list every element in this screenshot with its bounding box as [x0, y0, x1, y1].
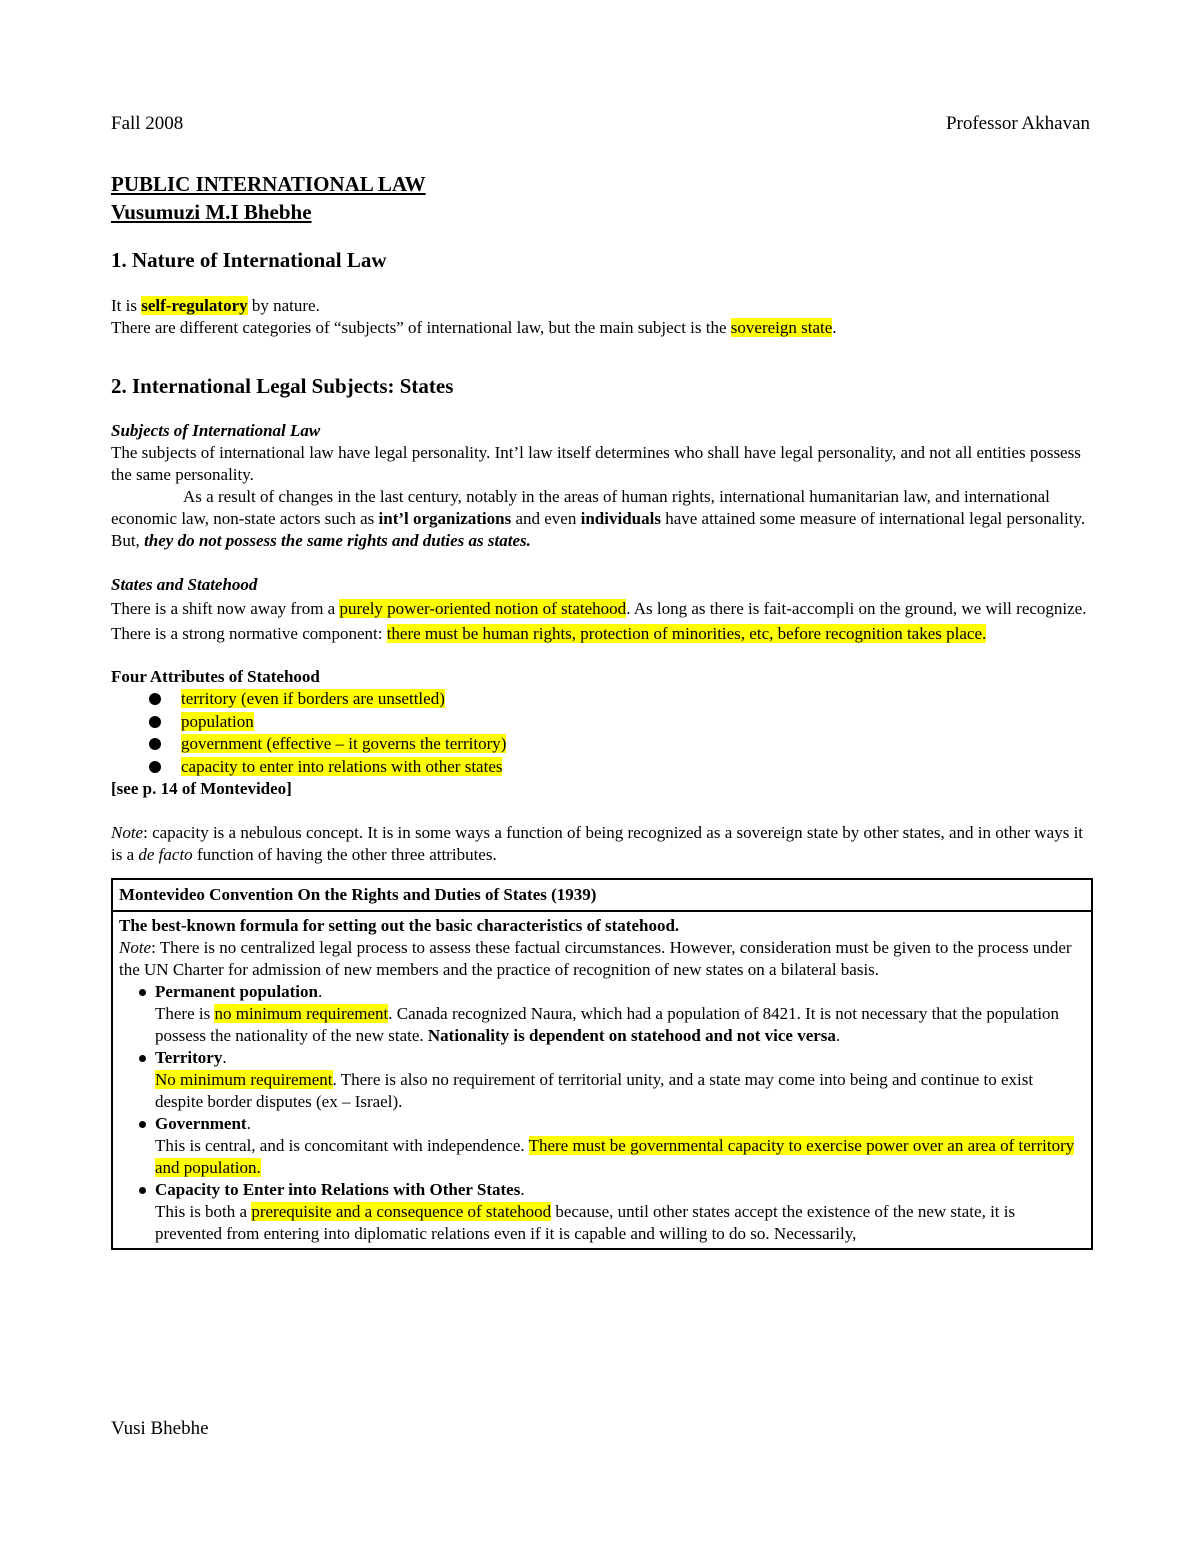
box-body: [113, 912, 1091, 1248]
bullet-icon: [139, 989, 146, 996]
statehood-paragraph: There is a shift now away from a purely power-oriented notion of statehood. As long as there is fait-accompli on the ground, we will recognize. There is a strong normative component: there must be human rights, protection of minorities, etc, before recognition takes place.: [111, 599, 1087, 643]
criterion-title: Government.: [155, 1113, 1085, 1135]
capacity-note: Note: capacity is a nebulous concept. It is in some ways a function of being recognized as a sovereign state by other states, and in other ways it is a de facto function of having the other three attributes.: [111, 823, 1084, 864]
section-2-heading: 2. International Legal Subjects: States: [111, 374, 454, 398]
subheading-subjects: Subjects of International Law: [111, 421, 321, 440]
highlight: purely power-oriented notion of statehood: [339, 599, 627, 618]
criterion-title: Permanent population.: [155, 981, 1085, 1003]
criterion-title: Capacity to Enter into Relations with Other States.: [155, 1179, 1085, 1201]
section-1-heading: 1. Nature of International Law: [111, 248, 387, 272]
bullet-icon: [139, 1055, 146, 1062]
criterion-capacity: [119, 1179, 1085, 1245]
subjects-paragraph-1: The subjects of international law have legal personality. Int’l law itself determines who shall have legal personality, and not all entities possess the same personality.: [111, 443, 1081, 484]
highlight: no minimum requirement: [214, 1004, 389, 1023]
bullet-icon: [149, 761, 161, 773]
bullet-icon: [149, 738, 161, 750]
highlight: prerequisite and a consequence of statehood: [251, 1202, 552, 1221]
highlight: sovereign state: [730, 318, 833, 337]
section-1-paragraph-1: It is self-regulatory by nature.: [111, 296, 320, 315]
bullet-icon: [149, 693, 161, 705]
list-item: capacity to enter into relations with other states: [111, 756, 1091, 779]
header-term: Fall 2008: [111, 113, 184, 134]
criterion-text: No minimum requirement. There is also no requirement of territorial unity, and a state may come into being and continue to exist despite border disputes (ex – Israel).: [155, 1070, 1034, 1111]
criterion-text: This is both a prerequisite and a consequence of statehood because, until other states accept the existence of the new state, it is prevented from entering into diplomatic relations even if it is capable and willing to do so. Necessarily,: [155, 1202, 1016, 1243]
box-intro: The best-known formula for setting out the basic characteristics of statehood.: [119, 916, 680, 935]
highlight: self-regulatory: [141, 296, 248, 315]
header-professor: Professor Akhavan: [945, 113, 1090, 134]
box-note: Note: There is no centralized legal process to assess these factual circumstances. However, consideration must be given to the process under the UN Charter for admission of new members and the practice of recognition of new states on a bilateral basis.: [119, 938, 1072, 979]
criterion-title: Territory.: [155, 1047, 1085, 1069]
montevideo-box: [111, 878, 1093, 1250]
document-title: PUBLIC INTERNATIONAL LAW: [111, 172, 426, 196]
list-item: government (effective – it governs the territory): [111, 733, 1091, 756]
attributes-heading: Four Attributes of Statehood: [111, 667, 320, 686]
footer-author: Vusi Bhebhe: [111, 1418, 209, 1439]
criterion-population: [119, 981, 1085, 1047]
list-item: population: [111, 711, 1091, 734]
bullet-icon: [139, 1187, 146, 1194]
document-body: [111, 170, 1091, 1250]
section-1-paragraph-2: There are different categories of “subjects” of international law, but the main subject is the sovereign state.: [111, 318, 837, 337]
highlight: There must be governmental capacity to exercise power over an area of territory and population.: [155, 1136, 1075, 1177]
criterion-government: [119, 1113, 1085, 1179]
subheading-statehood: States and Statehood: [111, 575, 258, 594]
author-name: Vusumuzi M.I Bhebhe: [111, 200, 312, 224]
highlight: No minimum requirement: [155, 1070, 333, 1089]
montevideo-reference: [see p. 14 of Montevideo]: [111, 779, 292, 798]
list-item: territory (even if borders are unsettled): [111, 688, 1091, 711]
criterion-text: There is no minimum requirement. Canada recognized Naura, which had a population of 8421. It is not necessary that the population possess the nationality of the new state. Nationality is dependent on statehood and not vice versa.: [155, 1004, 1060, 1045]
criterion-territory: [119, 1047, 1085, 1113]
bullet-icon: [149, 716, 161, 728]
criterion-text: This is central, and is concomitant with independence. There must be governmental capacity to exercise power over an area of territory and population.: [155, 1136, 1075, 1177]
box-heading: Montevideo Convention On the Rights and Duties of States (1939): [113, 880, 1091, 912]
subjects-paragraph-2: As a result of changes in the last century, notably in the areas of human rights, international humanitarian law, and international economic law, non-state actors such as int’l organizations and even individuals have attained some measure of international legal personality. But, they do not possess the same rights and duties as states.: [111, 487, 1086, 550]
bullet-icon: [139, 1121, 146, 1128]
highlight: there must be human rights, protection of minorities, etc, before recognition takes place.: [386, 624, 987, 643]
attributes-list: [111, 688, 1091, 778]
